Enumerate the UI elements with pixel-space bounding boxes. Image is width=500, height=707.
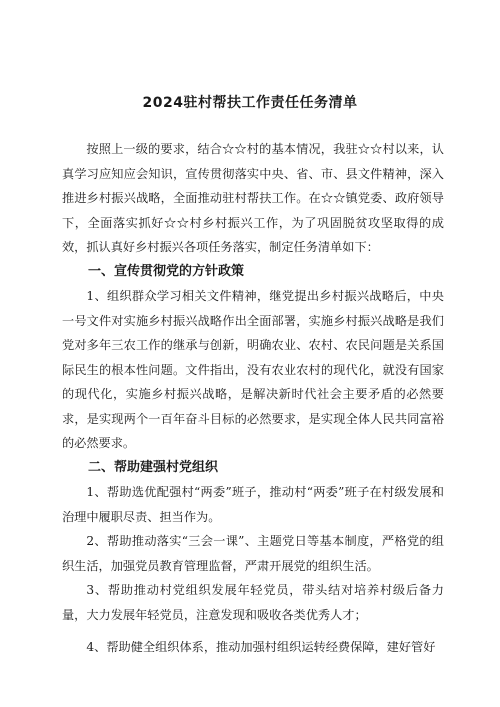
section1-item-1: 1、组织群众学习相关文件精神，继党提出乡村振兴战略后，中央一号文件对实施乡村振兴战略作出全面部署，实施乡村振兴战略是我们党对多年三农工作的继承与创新，明确农业、农村、农民问题是关系国际民生的根本性问题。文件指出，没有农业农村的现代化，就没有国家的现代化，实施乡村振兴战略，是解决新时代社会主要矛盾的必然要求，是实现两个一百年奋斗目标的必然要求，是实现全体人民共同富裕的必然要求。: [62, 289, 444, 450]
section2-item-2: 2、帮助推动落实“三会一课”、主题党日等基本制度，严格党的组织生活，加强党员教育管理监督，严肃开展党的组织生活。: [62, 534, 444, 573]
section2-item-3: 3、帮助推动村党组织发展年轻党员，带头结对培养村级后备力量，大力发展年轻党员，注意发现和吸收各类优秀人才；: [62, 583, 444, 622]
document-title: 2024驻村帮扶工作责任任务清单: [142, 95, 358, 111]
section2-item-1: 1、帮助选优配强村“两委”班子，推动村“两委”班子在村级发展和治理中履职尽责、担当作为。: [62, 485, 444, 524]
intro-paragraph: 按照上一级的要求，结合☆☆村的基本情况，我驻☆☆村以来，认真学习应知应会知识，宣传贯彻落实中央、省、市、县文件精神，深入推进乡村振兴战略，全面推动驻村帮扶工作。在☆☆镇党委、政府领导下，全面落实抓好☆☆村乡村振兴工作，为了巩固脱贫攻坚取得的成效，抓认真好乡村振兴各项任务落实，制定任务清单如下：: [62, 142, 444, 254]
section-heading-2: 二、帮助建强村党组织: [88, 459, 219, 475]
document-body: [62, 137, 444, 660]
section2-item-4: 4、帮助健全组织体系，推动加强村组织运转经费保障，建好管好: [86, 640, 436, 654]
section-heading-1: 一、宣传贯彻党的方针政策: [88, 263, 245, 279]
